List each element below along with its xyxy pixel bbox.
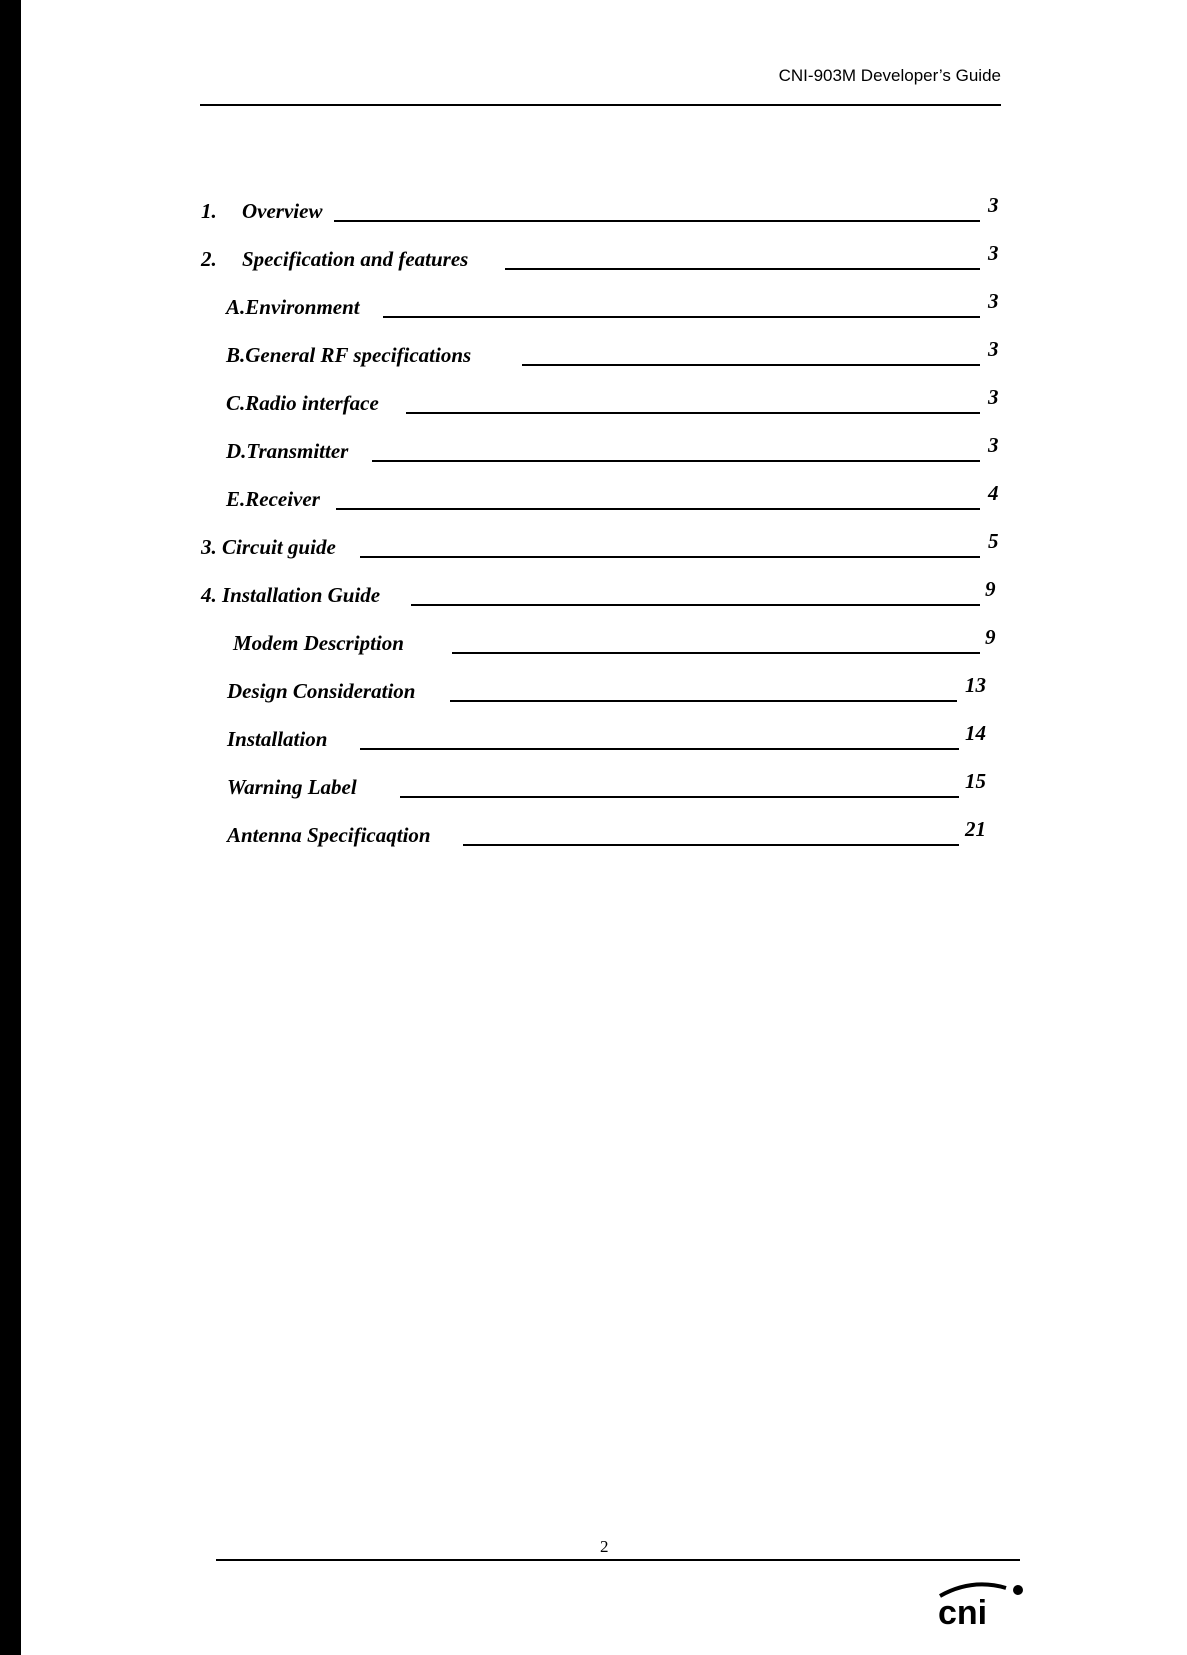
svg-text:cni: cni xyxy=(938,1594,988,1628)
toc-entry-label: Overview xyxy=(242,199,323,223)
toc-leader-line xyxy=(400,796,959,798)
toc-entry-label: Design Consideration xyxy=(227,679,416,703)
header-rule xyxy=(200,104,1001,106)
toc-leader-line xyxy=(334,220,980,222)
toc-leader-line xyxy=(360,556,980,558)
toc-leader-line xyxy=(336,508,980,510)
toc-entry-number: 2. xyxy=(201,247,217,271)
document-header-title: CNI-903M Developer’s Guide xyxy=(778,66,1001,85)
toc-entry-page: 3 xyxy=(988,433,999,457)
toc-entry-label: B.General RF specifications xyxy=(226,343,472,367)
toc-entry-page: 21 xyxy=(965,817,986,841)
toc-entry-page: 9 xyxy=(985,625,996,649)
toc-entry-page: 15 xyxy=(965,769,986,793)
toc-entry-label: Specification and features xyxy=(242,247,469,271)
toc-entry-page: 4 xyxy=(988,481,999,505)
toc-entry-label: Warning Label xyxy=(227,775,357,799)
footer-rule xyxy=(216,1559,1020,1561)
toc-leader-line xyxy=(406,412,980,414)
toc-entry-number: 1. xyxy=(201,199,217,223)
toc-entry-label: Antenna Specificaqtion xyxy=(227,823,431,847)
toc-leader-line xyxy=(411,604,980,606)
toc-leader-line xyxy=(360,748,959,750)
toc-entry-page: 3 xyxy=(988,337,999,361)
toc-entry-label: 3. Circuit guide xyxy=(201,535,336,559)
toc-entry-label: 4. Installation Guide xyxy=(201,583,381,607)
toc-leader-line xyxy=(452,652,980,654)
toc-entry-label: E.Receiver xyxy=(226,487,320,511)
toc-leader-line xyxy=(522,364,980,366)
toc-entry-page: 3 xyxy=(988,241,999,265)
toc-entry-page: 9 xyxy=(985,577,996,601)
cni-logo xyxy=(936,1576,1026,1628)
page-number: 2 xyxy=(600,1537,609,1556)
toc-leader-line xyxy=(463,844,959,846)
toc-leader-line xyxy=(372,460,980,462)
toc-entry-label: A.Environment xyxy=(226,295,360,319)
toc-leader-line xyxy=(383,316,980,318)
toc-entry-page: 3 xyxy=(988,289,999,313)
toc-entry-page: 3 xyxy=(988,385,999,409)
toc-entry-page: 3 xyxy=(988,193,999,217)
toc-entry-page: 13 xyxy=(965,673,986,697)
toc-entry-label: C.Radio interface xyxy=(226,391,379,415)
toc-entry-label: Installation xyxy=(227,727,328,751)
toc-entry-page: 5 xyxy=(988,529,999,553)
left-edge-bar xyxy=(0,0,21,1655)
toc-entry-label: D.Transmitter xyxy=(226,439,349,463)
toc-leader-line xyxy=(505,268,980,270)
toc-entry-label: Modem Description xyxy=(233,631,404,655)
toc-leader-line xyxy=(450,700,957,702)
toc-entry-page: 14 xyxy=(965,721,986,745)
